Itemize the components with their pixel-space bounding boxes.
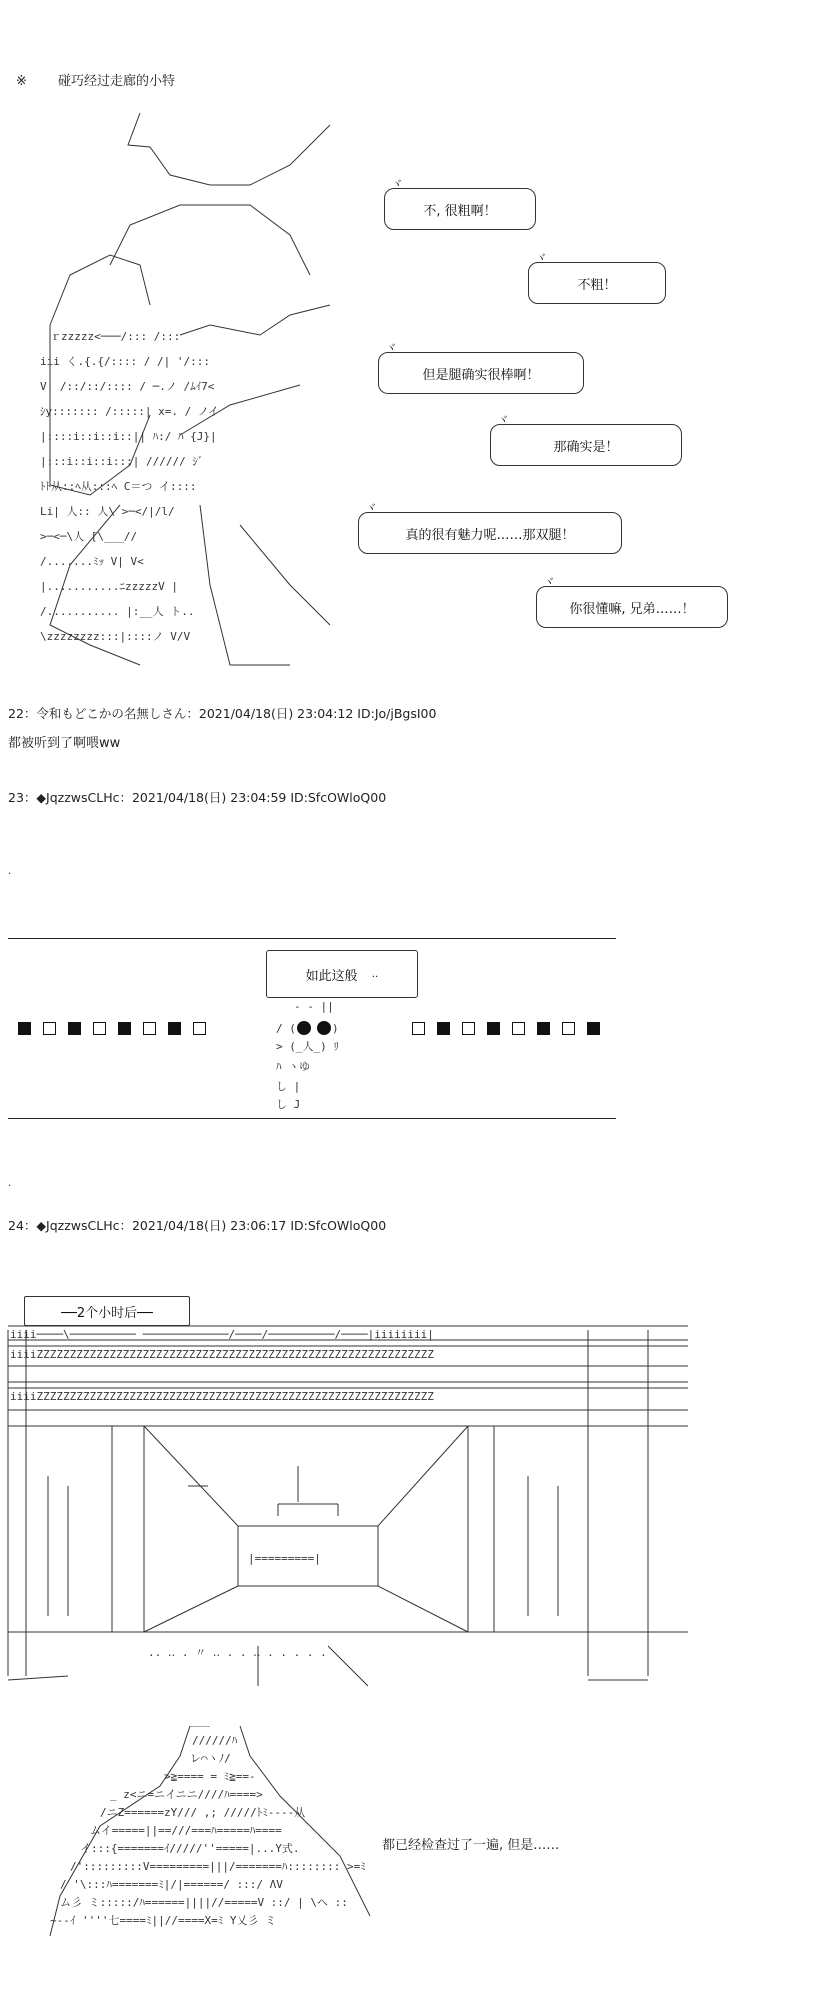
narration-box — [266, 950, 418, 998]
svg-text:iiiiZZZZZZZZZZZZZZZZZZZZZZZZZZ: iiiiZZZZZZZZZZZZZZZZZZZZZZZZZZZZZZZZZZZZZZZZZZZZZZZZZZZZZZZZZZZZ — [10, 1390, 434, 1403]
square-row-left — [18, 1022, 206, 1035]
svg-text:>─<─\人 [\___//: >─<─\人 [\___// — [40, 530, 138, 543]
square-empty — [193, 1022, 206, 1035]
square-empty — [412, 1022, 425, 1035]
svg-text:|...........ﾆzzzzzV |: |...........ﾆzzzzzV | — [40, 580, 178, 593]
bubble-tick-icon: ヾ — [391, 177, 404, 191]
square-empty — [512, 1022, 525, 1035]
svg-text:ｒzzzzz<───/::: /:::: ｒzzzzz<───/::: /::: — [50, 330, 181, 343]
title-mark: ※ — [16, 74, 27, 89]
bubble-text: 那确实是！ — [553, 439, 619, 455]
svg-text:し J: し J — [276, 1098, 301, 1111]
svg-text:> (_人_) ﾘ: > (_人_) ﾘ — [276, 1040, 339, 1053]
svg-text:/ '\:::ﾊ=======ﾐ|/|======/ :::: / '\:::ﾊ=======ﾐ|/|======/ :::/ ΛV — [60, 1878, 283, 1891]
svg-text:レ⌒ヽﾉ/: レ⌒ヽﾉ/ — [190, 1752, 231, 1765]
bubble-tick-icon: ヾ — [535, 251, 548, 265]
svg-text:/........... |:__人 ト..: /........... |:__人 ト.. — [40, 605, 195, 618]
corridor-scene — [8, 1316, 688, 1706]
bubble-tick-icon: ヾ — [543, 575, 556, 589]
svg-text:イ:::{=======ｲ/////''=====|...Y: イ:::{=======ｲ/////''=====|...Y式. — [80, 1842, 300, 1855]
speech-bubble — [490, 413, 682, 466]
post-header: 23：◆JqzzwsCLHc：2021/04/18(日) 23:04:59 ID:SfcOWloQ00 — [8, 790, 387, 805]
speech-bubble — [384, 177, 536, 230]
svg-text:Li| 人:: 人\ >─</|/l/: Li| 人:: 人\ >─</|/l/ — [40, 505, 175, 518]
svg-text:- - ||: - - || — [294, 1000, 334, 1013]
panel-top-rule — [8, 938, 616, 939]
small-character-sketch — [270, 1000, 360, 1110]
svg-text:し |: し | — [276, 1080, 301, 1093]
svg-text:iiiiZZZZZZZZZZZZZZZZZZZZZZZZZZ: iiiiZZZZZZZZZZZZZZZZZZZZZZZZZZZZZZZZZZZZZZZZZZZZZZZZZZZZZZZZZZZZ — [10, 1348, 434, 1361]
bubble-tick-icon: ヾ — [365, 501, 378, 515]
svg-text:/':::::::::V=========|||/=====: /':::::::::V=========|||/=======ﾊ:::::::: >=ﾐ — [70, 1860, 366, 1873]
dot-mark: . — [8, 1178, 12, 1189]
bubble-text: 不粗！ — [577, 277, 617, 293]
svg-text:V| /::/::/:::: / ─.ノ /ﾑｲ7<: V| /::/::/:::: / ─.ノ /ﾑｲ7< — [40, 380, 215, 393]
svg-text:___: ___ — [190, 1714, 210, 1727]
svg-text:iiii────\────────── ──────────: iiii────\────────── ─────────────/────/──────────/────|iiiiiiii| — [10, 1328, 434, 1341]
character-sketch — [30, 105, 350, 665]
dot-mark: . — [8, 866, 12, 877]
time-skip-text: ──2个小时后── — [61, 1305, 153, 1321]
square-filled — [487, 1022, 500, 1035]
square-empty — [93, 1022, 106, 1035]
svg-text:/.......ﾐｯ V| V<: /.......ﾐｯ V| V< — [40, 555, 144, 568]
square-filled — [68, 1022, 81, 1035]
narration-box-dots: ‥ — [371, 968, 379, 980]
post-header: 24：◆JqzzwsCLHc：2021/04/18(日) 23:06:17 ID:SfcOWloQ00 — [8, 1218, 387, 1233]
bubble-text: 你很懂嘛, 兄弟……！ — [569, 601, 695, 617]
speech-bubble — [528, 251, 666, 304]
speech-bubble — [536, 575, 728, 628]
square-filled — [437, 1022, 450, 1035]
svg-text:|::::i::i::i::|| ﾊ:/ ﾊ {J}|: |::::i::i::i::|| ﾊ:/ ﾊ {J}| — [40, 430, 217, 443]
speech-bubble — [378, 341, 584, 394]
narration-text: 都已经检查过了一遍, 但是…… — [382, 1838, 560, 1853]
square-filled — [587, 1022, 600, 1035]
svg-text:/ (: / ( — [276, 1022, 296, 1035]
svg-text:_ z<ニ=ニイニニ////ﾊ====>: _ z<ニ=ニイニニ////ﾊ====> — [110, 1788, 263, 1801]
square-filled — [18, 1022, 31, 1035]
svg-text:iii く.{.{/:::: / /| '/:::: iii く.{.{/:::: / /| '/::: — [40, 355, 210, 368]
speech-bubble — [358, 501, 622, 554]
bubble-tick-icon: ヾ — [497, 413, 510, 427]
square-row-right — [412, 1022, 600, 1035]
bubble-text: 不, 很粗啊！ — [423, 203, 497, 219]
square-filled — [537, 1022, 550, 1035]
svg-text:>≧==== = ﾐ≧==-: >≧==== = ﾐ≧==- — [164, 1770, 256, 1783]
crowd-sketch — [40, 1716, 420, 1980]
svg-text:|:::i::i::i:::| ////// ｼﾞ: |:::i::i::i:::| ////// ｼﾞ — [40, 455, 204, 468]
post-header: 22：令和もどこかの名無しさん：2021/04/18(日) 23:04:12 ID:Jo/jBgsI00 — [8, 706, 437, 721]
svg-text://////ﾊ: //////ﾊ — [192, 1734, 238, 1747]
svg-text:ｼy::::::: /:::::| x=. / ノイ: ｼy::::::: /:::::| x=. / ノイ — [40, 405, 219, 418]
svg-text:ム彡 ミ:::::/ﾊ======||||//=====V: ム彡 ミ:::::/ﾊ======||||//=====V ::/ | \ヘ :: — [60, 1896, 348, 1909]
svg-text:ムイ=====||==///===ﾊ=====ﾊ====: ムイ=====||==///===ﾊ=====ﾊ==== — [90, 1824, 282, 1837]
panel-bottom-rule — [8, 1118, 616, 1119]
svg-text:): ) — [332, 1022, 339, 1035]
svg-text:\zzzzzzzz:::|::::ノ V/V: \zzzzzzzz:::|::::ノ V/V — [40, 630, 191, 643]
square-empty — [43, 1022, 56, 1035]
narration-box-text: 如此这般 — [305, 968, 358, 984]
svg-text:ﾊ ヽゆ: ﾊ ヽゆ — [276, 1060, 311, 1073]
svg-text:|=========|: |=========| — [248, 1552, 321, 1565]
square-empty — [562, 1022, 575, 1035]
post-body: 都被听到了啊喂ww — [8, 736, 121, 751]
square-empty — [143, 1022, 156, 1035]
bubble-tick-icon: ヾ — [385, 341, 398, 355]
svg-text:/ニZ======zY/// ,; /////ﾄﾐ----从: /ニZ======zY/// ,; /////ﾄﾐ----从 — [100, 1806, 306, 1819]
svg-text:~--ｲ ''''七====ﾐ||//====X=ﾐ Y乂: ~--ｲ ''''七====ﾐ||//====X=ﾐ Y乂彡 ミ — [50, 1914, 277, 1927]
square-filled — [168, 1022, 181, 1035]
square-filled — [118, 1022, 131, 1035]
svg-text:ﾄﾄ从::ﾍ从:::ﾍ C＝つ イ::::: ﾄﾄ从::ﾍ从:::ﾍ C＝つ イ:::: — [40, 480, 197, 493]
bubble-text: 真的很有魅力呢……那双腿！ — [405, 527, 575, 543]
square-empty — [462, 1022, 475, 1035]
svg-text:.. ‥ . 〃 ‥ .: .. ‥ . 〃 ‥ . . ‥ . . . . . — [148, 1646, 327, 1659]
bubble-text: 但是腿确实很棒啊！ — [422, 367, 540, 383]
scene-title: 碰巧经过走廊的小特 — [58, 74, 176, 89]
